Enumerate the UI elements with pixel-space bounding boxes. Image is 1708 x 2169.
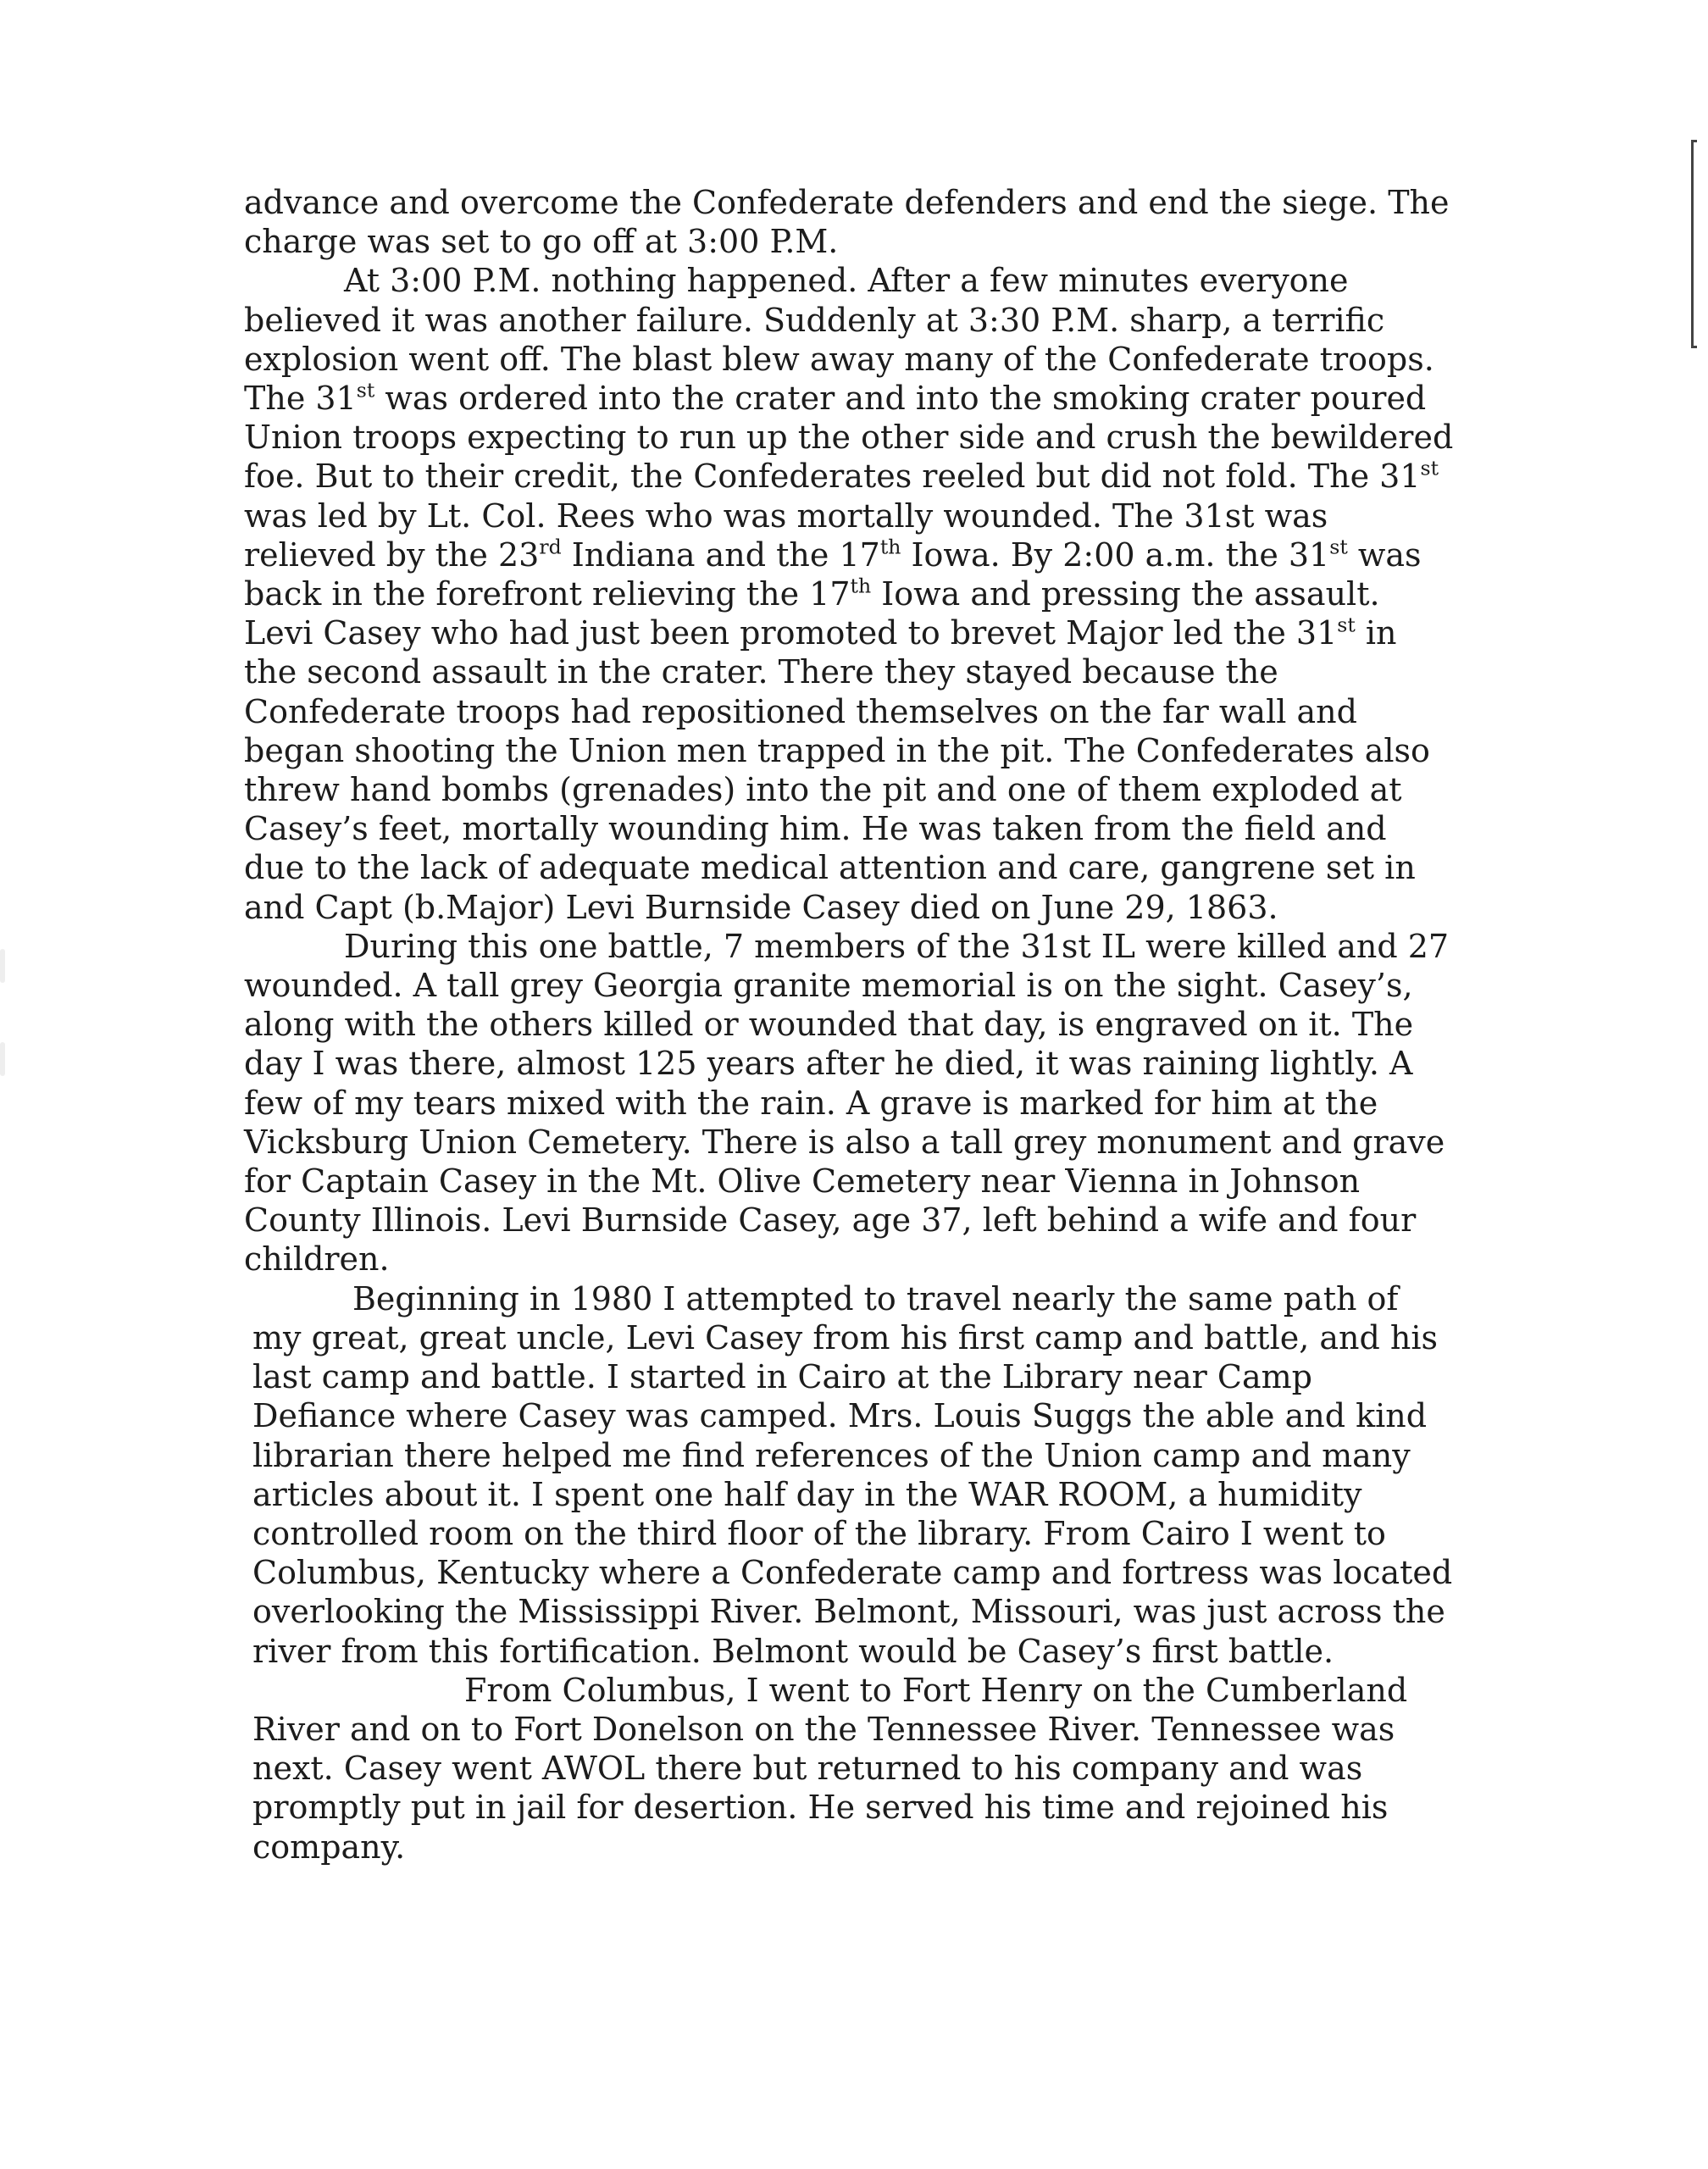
paragraph-2-text: Iowa and pressing the assault. Levi Casey who had just been promoted to brevet Major led the 31 <box>244 575 1380 652</box>
document-body <box>244 183 1456 1867</box>
paragraph-2-text: was back in the forefront relieving the 17 <box>244 535 1422 613</box>
scan-edge-smudge <box>0 1042 5 1076</box>
paragraph-2-text: At 3:00 P.M. nothing happened. After a few minutes everyone believed it was another failure. Suddenly at 3:30 P.M. sharp, a terrific explosion went off. The blast blew away many of the Confederate troops. The 31 <box>244 262 1434 418</box>
ordinal-suffix: th <box>879 535 901 559</box>
paragraph-5: From Columbus, I went to Fort Henry on the Cumberland River and on to Fort Donelson on the Tennessee River. Tennessee was next. Casey went AWOL there but returned to his company and was promptly put in jail for desertion. He served his time and rejoined his company. <box>252 1671 1408 1866</box>
ordinal-suffix: st <box>1329 535 1348 559</box>
paragraph-1: advance and overcome the Confederate defenders and end the siege. The charge was set to go off at 3:00 P.M. <box>244 184 1450 261</box>
paragraph-2-text: in the second assault in the crater. There they stayed because the Confederate troops had repositioned themselves on the far wall and began shooting the Union men trapped in the pit. The Confederates also threw hand bombs (grenades) into the pit and one of them exploded at Casey’s feet, mortally wounding him. He was taken from the field and due to the lack of adequate medical attention and care, gangrene set in and Capt (b.Major) Levi Burnside Casey died on June 29, 1863. <box>244 614 1430 926</box>
paragraph-2-text: Indiana and the 17 <box>561 535 880 574</box>
ordinal-suffix: st <box>1420 456 1439 480</box>
ordinal-suffix: rd <box>539 535 562 559</box>
ordinal-suffix: st <box>356 378 375 402</box>
paragraph-4: Beginning in 1980 I attempted to travel nearly the same path of my great, great uncle, Levi Casey from his first camp and battle, and his last camp and battle. I started in Cairo at the Library near Camp Defiance where Casey was camped. Mrs. Louis Suggs the able and kind librarian there helped me find references of the Union camp and many articles about it. I spent one half day in the WAR ROOM, a humidity controlled room on the third floor of the library. From Cairo I went to Columbus, Kentucky where a Confederate camp and fortress was located overlooking the Mississippi River. Belmont, Missouri, was just across the river from this fortification. Belmont would be Casey’s first battle. <box>252 1279 1453 1670</box>
ordinal-suffix: th <box>850 574 872 598</box>
paragraph-2-text: was led by Lt. Col. Rees who was mortally wounded. The 31st was relieved by the 23 <box>244 496 1328 574</box>
paragraph-3: During this one battle, 7 members of the 31st IL were killed and 27 wounded. A tall grey Georgia granite memorial is on the sight. Casey’s, along with the others killed or wounded that day, is engraved on it. The day I was there, almost 125 years after he died, it was raining lightly. A few of my tears mixed with the rain. A grave is marked for him at the Vicksburg Union Cemetery. There is also a tall grey monument and grave for Captain Casey in the Mt. Olive Cemetery near Vienna in Johnson County Illinois. Levi Burnside Casey, age 37, left behind a wife and four children. <box>244 927 1450 1279</box>
paragraph-2-text: was ordered into the crater and into the smoking crater poured Union troops expecting to run up the other side and crush the bewildered foe. But to their credit, the Confederates reeled but did not fold. The 31 <box>244 380 1454 496</box>
scan-edge-bracket <box>1691 140 1697 348</box>
paragraph-2-text: Iowa. By 2:00 a.m. the 31 <box>901 535 1330 574</box>
paragraph-2 <box>244 261 1456 926</box>
ordinal-suffix: st <box>1337 613 1356 637</box>
scan-edge-smudge <box>0 949 5 983</box>
